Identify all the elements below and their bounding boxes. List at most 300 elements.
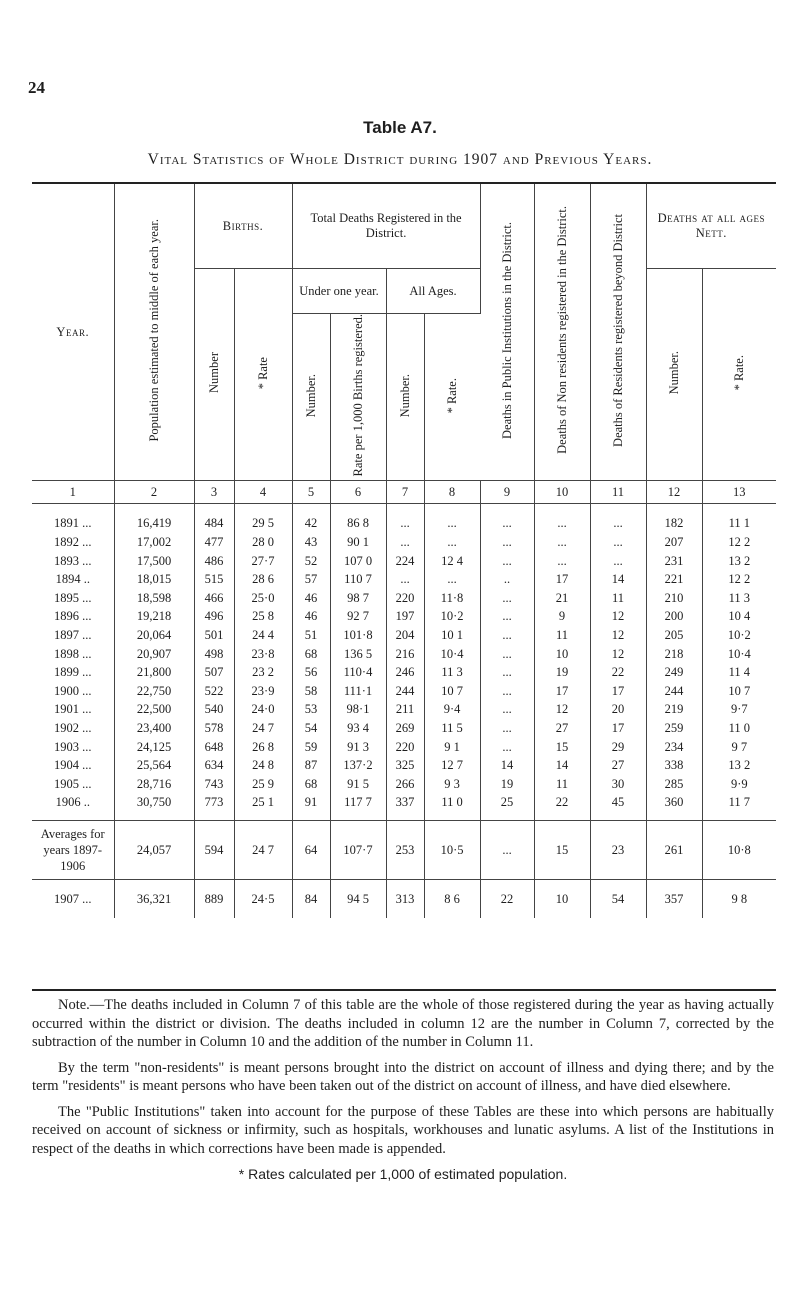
- table-title: Table A7.: [363, 118, 437, 137]
- value-cell: 23·9: [234, 682, 292, 701]
- value-cell: ...: [480, 719, 534, 738]
- column-numbers-row: [32, 481, 776, 504]
- value-cell: 86 8: [330, 504, 386, 533]
- value-cell: 117 7: [330, 793, 386, 812]
- value-cell: 285: [646, 775, 702, 794]
- value-cell: 11 7: [728, 795, 751, 810]
- value-cell: 19: [534, 663, 590, 682]
- table-row: [32, 570, 776, 589]
- header-nett-number: Number.: [646, 269, 702, 481]
- value-cell: 24,057: [114, 820, 194, 879]
- value-cell: 12 7: [424, 756, 480, 775]
- header-deaths-residents: Deaths of Residents registered beyond District: [590, 184, 646, 481]
- value-cell: 20: [590, 700, 646, 719]
- value-cell: 52: [292, 552, 330, 571]
- value-cell: 210: [646, 589, 702, 608]
- value-cell: 68: [292, 775, 330, 794]
- value-cell: 9 7: [731, 739, 748, 754]
- value-cell: 46: [292, 607, 330, 626]
- header-year: Year.: [32, 184, 114, 481]
- value-cell: ...: [480, 589, 534, 608]
- value-cell: 24·0: [234, 700, 292, 719]
- vital-statistics-table-frame: [32, 182, 776, 991]
- value-cell: 25 1: [234, 793, 292, 812]
- header-all-ages-rate: * Rate.: [424, 314, 480, 481]
- value-cell: 11 3: [424, 663, 480, 682]
- value-cell: 10: [534, 645, 590, 664]
- value-cell: 11 3: [728, 590, 751, 605]
- value-cell: 25·0: [234, 589, 292, 608]
- value-cell: 51: [292, 626, 330, 645]
- value-cell: 9·4: [424, 700, 480, 719]
- value-cell: 18,598: [114, 589, 194, 608]
- value-cell: ...: [480, 552, 534, 571]
- value-cell: 56: [292, 663, 330, 682]
- value-cell: ...: [424, 533, 480, 552]
- value-cell: 357: [646, 879, 702, 918]
- value-cell: 11 4: [728, 665, 751, 680]
- value-cell: 30: [590, 775, 646, 794]
- value-cell: 22: [590, 663, 646, 682]
- value-cell: 16,419: [114, 504, 194, 533]
- value-cell: [480, 812, 534, 821]
- value-cell: 84: [292, 879, 330, 918]
- value-cell: 594: [194, 820, 234, 879]
- value-cell: 9 8: [731, 891, 748, 906]
- header-deaths-nett: Deaths at all ages Nett.: [646, 184, 776, 269]
- value-cell: 28 6: [234, 570, 292, 589]
- value-cell: 11: [534, 626, 590, 645]
- value-cell: 29 5: [234, 504, 292, 533]
- value-cell: 648: [194, 738, 234, 757]
- value-cell: 313: [386, 879, 424, 918]
- value-cell: 27: [534, 719, 590, 738]
- value-cell: ...: [480, 533, 534, 552]
- value-cell: 11: [534, 775, 590, 794]
- value-cell: 338: [646, 756, 702, 775]
- value-cell: 92 7: [330, 607, 386, 626]
- value-cell: 12 2: [728, 535, 751, 550]
- value-cell: 9·9: [730, 776, 748, 791]
- value-cell: ...: [480, 645, 534, 664]
- value-cell: 12 2: [728, 572, 751, 587]
- value-cell: 46: [292, 589, 330, 608]
- value-cell: 11·8: [424, 589, 480, 608]
- value-cell: [424, 812, 480, 821]
- value-cell: 25 9: [234, 775, 292, 794]
- value-cell: [534, 812, 590, 821]
- value-cell: 3: [194, 481, 234, 504]
- value-cell: ...: [590, 533, 646, 552]
- value-cell: ...: [590, 552, 646, 571]
- value-cell: 25: [480, 793, 534, 812]
- year-cell: 1: [32, 481, 114, 504]
- value-cell: 12: [534, 700, 590, 719]
- value-cell: 110·4: [330, 663, 386, 682]
- value-cell: 9 3: [424, 775, 480, 794]
- value-cell: 9·7: [730, 702, 748, 717]
- value-cell: ...: [386, 504, 424, 533]
- table-row: [32, 719, 776, 738]
- value-cell: 220: [386, 738, 424, 757]
- header-under-one-rate: Rate per 1,000 Births registered.: [330, 314, 386, 481]
- rates-footnote: * Rates calculated per 1,000 of estimated population.: [238, 1166, 568, 1182]
- value-cell: 466: [194, 589, 234, 608]
- year-cell: 1901 ...: [32, 700, 114, 719]
- value-cell: 182: [646, 504, 702, 533]
- value-cell: 93 4: [330, 719, 386, 738]
- value-cell: 25,564: [114, 756, 194, 775]
- value-cell: [330, 812, 386, 821]
- value-cell: 10·2: [727, 628, 751, 643]
- table-row: [32, 533, 776, 552]
- note-paragraph: Note.—The deaths included in Column 7 of this table are the whole of those registered during the year as having actually occurred within the district or division. The deaths included in column 12 are the number in Column 7, corrected by the subtraction of the number in Column 10 and the addition of the number in Column 11.: [32, 997, 774, 1050]
- note-paragraph: The "Public Institutions" taken into account for the purpose of these Tables are these into which persons are habitually received on account of sickness or infirmity, such as hospitals, workhouses and lunatic asylums. A list of the Institutions in respect of the deaths in which corrections have been made is appended.: [32, 1103, 774, 1157]
- value-cell: 14: [534, 756, 590, 775]
- year-cell: 1902 ...: [32, 719, 114, 738]
- value-cell: 12 4: [424, 552, 480, 571]
- value-cell: 11 0: [728, 721, 751, 735]
- value-cell: ...: [534, 504, 590, 533]
- value-cell: 43: [292, 533, 330, 552]
- value-cell: 110 7: [330, 570, 386, 589]
- value-cell: 87: [292, 756, 330, 775]
- year-cell: 1906 ..: [32, 793, 114, 812]
- value-cell: 10·2: [424, 607, 480, 626]
- value-cell: 10 7: [728, 683, 751, 698]
- value-cell: 10 4: [728, 609, 751, 624]
- value-cell: 496: [194, 607, 234, 626]
- value-cell: 17,500: [114, 552, 194, 571]
- table-row: [32, 682, 776, 701]
- value-cell: 498: [194, 645, 234, 664]
- value-cell: 253: [386, 820, 424, 879]
- value-cell: [702, 812, 776, 821]
- table-subtitle: Vital Statistics of Whole District during 1907 and Previous Years.: [147, 151, 653, 168]
- value-cell: 30,750: [114, 793, 194, 812]
- value-cell: ..: [480, 570, 534, 589]
- table-row: [32, 775, 776, 794]
- page-number: 24: [28, 78, 45, 97]
- value-cell: 205: [646, 626, 702, 645]
- value-cell: 20,064: [114, 626, 194, 645]
- value-cell: 224: [386, 552, 424, 571]
- value-cell: 11 0: [424, 793, 480, 812]
- value-cell: 211: [386, 700, 424, 719]
- value-cell: 57: [292, 570, 330, 589]
- year-cell: 1905 ...: [32, 775, 114, 794]
- value-cell: 221: [646, 570, 702, 589]
- header-nett-rate: * Rate.: [702, 269, 776, 481]
- value-cell: 10: [534, 879, 590, 918]
- year-cell: [32, 812, 114, 821]
- value-cell: 24·5: [234, 879, 292, 918]
- value-cell: 24,125: [114, 738, 194, 757]
- year-cell: 1897 ...: [32, 626, 114, 645]
- header-all-ages: All Ages.: [386, 269, 480, 314]
- value-cell: 23 2: [234, 663, 292, 682]
- value-cell: ...: [480, 700, 534, 719]
- value-cell: 107·7: [330, 820, 386, 879]
- table-row: [32, 645, 776, 664]
- value-cell: ...: [480, 663, 534, 682]
- value-cell: 58: [292, 682, 330, 701]
- value-cell: ...: [424, 504, 480, 533]
- value-cell: 10·4: [727, 646, 751, 661]
- value-cell: 107 0: [330, 552, 386, 571]
- value-cell: ...: [480, 738, 534, 757]
- value-cell: ...: [480, 504, 534, 533]
- value-cell: 11: [590, 481, 646, 504]
- header-under-one: Under one year.: [292, 269, 386, 314]
- table-row: [32, 504, 776, 533]
- value-cell: 10·5: [424, 820, 480, 879]
- value-cell: 25 8: [234, 607, 292, 626]
- value-cell: 13: [702, 481, 776, 504]
- value-cell: 200: [646, 607, 702, 626]
- value-cell: 207: [646, 533, 702, 552]
- value-cell: 219: [646, 700, 702, 719]
- value-cell: 36,321: [114, 879, 194, 918]
- value-cell: 22: [480, 879, 534, 918]
- value-cell: 64: [292, 820, 330, 879]
- value-cell: 540: [194, 700, 234, 719]
- year-cell: 1891 ...: [32, 504, 114, 533]
- value-cell: 10: [534, 481, 590, 504]
- value-cell: 137·2: [330, 756, 386, 775]
- notes-section: [32, 996, 774, 1191]
- value-cell: 19: [480, 775, 534, 794]
- value-cell: 231: [646, 552, 702, 571]
- year-cell: 1900 ...: [32, 682, 114, 701]
- value-cell: 15: [534, 738, 590, 757]
- value-cell: 90 1: [330, 533, 386, 552]
- value-cell: 486: [194, 552, 234, 571]
- value-cell: 23,400: [114, 719, 194, 738]
- vital-statistics-table: [32, 184, 776, 918]
- value-cell: 21: [534, 589, 590, 608]
- header-under-one-number: Number.: [292, 314, 330, 481]
- value-cell: 23: [590, 820, 646, 879]
- table-row: [32, 738, 776, 757]
- value-cell: 98·1: [330, 700, 386, 719]
- year-cell: 1907 ...: [32, 879, 114, 918]
- value-cell: [194, 812, 234, 821]
- value-cell: 477: [194, 533, 234, 552]
- value-cell: 20,907: [114, 645, 194, 664]
- value-cell: 17,002: [114, 533, 194, 552]
- value-cell: 507: [194, 663, 234, 682]
- averages-label: Averages for years 1897-1906: [32, 820, 114, 879]
- value-cell: 54: [590, 879, 646, 918]
- value-cell: 59: [292, 738, 330, 757]
- value-cell: ...: [590, 504, 646, 533]
- value-cell: 101·8: [330, 626, 386, 645]
- value-cell: 91: [292, 793, 330, 812]
- value-cell: 21,800: [114, 663, 194, 682]
- value-cell: 13 2: [728, 553, 751, 568]
- year-cell: 1899 ...: [32, 663, 114, 682]
- year-cell: 1903 ...: [32, 738, 114, 757]
- value-cell: 6: [330, 481, 386, 504]
- value-cell: 12: [590, 626, 646, 645]
- value-cell: 22,500: [114, 700, 194, 719]
- year-cell: 1894 ..: [32, 570, 114, 589]
- table-row: [32, 793, 776, 812]
- value-cell: 22,750: [114, 682, 194, 701]
- value-cell: 578: [194, 719, 234, 738]
- table-row: [32, 607, 776, 626]
- value-cell: 17: [590, 719, 646, 738]
- value-cell: 11 5: [424, 719, 480, 738]
- value-cell: 22: [534, 793, 590, 812]
- value-cell: 218: [646, 645, 702, 664]
- value-cell: ...: [480, 820, 534, 879]
- year-cell: 1895 ...: [32, 589, 114, 608]
- separator-row: [32, 812, 776, 821]
- value-cell: 889: [194, 879, 234, 918]
- year-cell: 1896 ...: [32, 607, 114, 626]
- value-cell: 244: [386, 682, 424, 701]
- value-cell: 12: [590, 645, 646, 664]
- value-cell: 28,716: [114, 775, 194, 794]
- value-cell: 27·7: [234, 552, 292, 571]
- header-births: Births.: [194, 184, 292, 269]
- value-cell: ...: [534, 533, 590, 552]
- value-cell: 515: [194, 570, 234, 589]
- value-cell: 10·8: [702, 820, 776, 879]
- table-row: [32, 700, 776, 719]
- value-cell: ...: [424, 570, 480, 589]
- value-cell: 634: [194, 756, 234, 775]
- value-cell: 91 5: [330, 775, 386, 794]
- value-cell: ...: [534, 552, 590, 571]
- value-cell: 18,015: [114, 570, 194, 589]
- value-cell: 45: [590, 793, 646, 812]
- value-cell: 743: [194, 775, 234, 794]
- value-cell: 24 7: [234, 820, 292, 879]
- value-cell: 10 7: [424, 682, 480, 701]
- value-cell: 9 1: [424, 738, 480, 757]
- value-cell: 94 5: [330, 879, 386, 918]
- header-births-number: Number: [194, 269, 234, 481]
- value-cell: 773: [194, 793, 234, 812]
- value-cell: 244: [646, 682, 702, 701]
- value-cell: 204: [386, 626, 424, 645]
- value-cell: 484: [194, 504, 234, 533]
- value-cell: 7: [386, 481, 424, 504]
- value-cell: 246: [386, 663, 424, 682]
- value-cell: ...: [480, 607, 534, 626]
- value-cell: 19,218: [114, 607, 194, 626]
- value-cell: 24 7: [234, 719, 292, 738]
- value-cell: 12: [646, 481, 702, 504]
- value-cell: 360: [646, 793, 702, 812]
- value-cell: 197: [386, 607, 424, 626]
- value-cell: 234: [646, 738, 702, 757]
- value-cell: [590, 812, 646, 821]
- value-cell: 17: [534, 570, 590, 589]
- value-cell: 98 7: [330, 589, 386, 608]
- year-cell: 1893 ...: [32, 552, 114, 571]
- value-cell: 10·4: [424, 645, 480, 664]
- value-cell: 136 5: [330, 645, 386, 664]
- value-cell: 10 1: [424, 626, 480, 645]
- value-cell: 5: [292, 481, 330, 504]
- value-cell: 522: [194, 682, 234, 701]
- header-total-deaths: Total Deaths Registered in the District.: [292, 184, 480, 269]
- value-cell: 11 1: [728, 516, 751, 531]
- value-cell: 29: [590, 738, 646, 757]
- value-cell: 12: [590, 607, 646, 626]
- value-cell: 15: [534, 820, 590, 879]
- value-cell: 28 0: [234, 533, 292, 552]
- value-cell: 68: [292, 645, 330, 664]
- averages-row: [32, 820, 776, 879]
- value-cell: 269: [386, 719, 424, 738]
- value-cell: 53: [292, 700, 330, 719]
- header-deaths-non-residents: Deaths of Non residents registered in the District.: [534, 184, 590, 481]
- table-row: [32, 626, 776, 645]
- value-cell: 23·8: [234, 645, 292, 664]
- value-cell: 26 8: [234, 738, 292, 757]
- table-row: [32, 552, 776, 571]
- year-cell: 1892 ...: [32, 533, 114, 552]
- value-cell: 4: [234, 481, 292, 504]
- value-cell: 8 6: [424, 879, 480, 918]
- table-row: [32, 756, 776, 775]
- value-cell: 266: [386, 775, 424, 794]
- value-cell: 220: [386, 589, 424, 608]
- note-paragraph: By the term "non-residents" is meant persons brought into the district on account of illness and dying there; and by the term "residents" is meant persons who have been taken out of the district on account of illness, and have died elsewhere.: [32, 1059, 774, 1094]
- value-cell: 17: [590, 682, 646, 701]
- value-cell: 24 4: [234, 626, 292, 645]
- value-cell: [114, 812, 194, 821]
- value-cell: ...: [480, 682, 534, 701]
- value-cell: [646, 812, 702, 821]
- value-cell: 54: [292, 719, 330, 738]
- value-cell: [292, 812, 330, 821]
- value-cell: 17: [534, 682, 590, 701]
- value-cell: 2: [114, 481, 194, 504]
- value-cell: 249: [646, 663, 702, 682]
- value-cell: ...: [480, 626, 534, 645]
- value-cell: 91 3: [330, 738, 386, 757]
- value-cell: 42: [292, 504, 330, 533]
- table-row: [32, 663, 776, 682]
- value-cell: [234, 812, 292, 821]
- value-cell: [386, 812, 424, 821]
- value-cell: 27: [590, 756, 646, 775]
- value-cell: 13 2: [728, 758, 751, 773]
- value-cell: 259: [646, 719, 702, 738]
- value-cell: ...: [386, 533, 424, 552]
- header-population: Population estimated to middle of each year.: [114, 184, 194, 481]
- value-cell: 11: [590, 589, 646, 608]
- year-cell: 1898 ...: [32, 645, 114, 664]
- value-cell: 14: [590, 570, 646, 589]
- value-cell: 501: [194, 626, 234, 645]
- year-1907-row: [32, 879, 776, 918]
- value-cell: 9: [534, 607, 590, 626]
- header-births-rate: * Rate: [234, 269, 292, 481]
- value-cell: 111·1: [330, 682, 386, 701]
- value-cell: 325: [386, 756, 424, 775]
- value-cell: 8: [424, 481, 480, 504]
- table-row: [32, 589, 776, 608]
- value-cell: 14: [480, 756, 534, 775]
- value-cell: 24 8: [234, 756, 292, 775]
